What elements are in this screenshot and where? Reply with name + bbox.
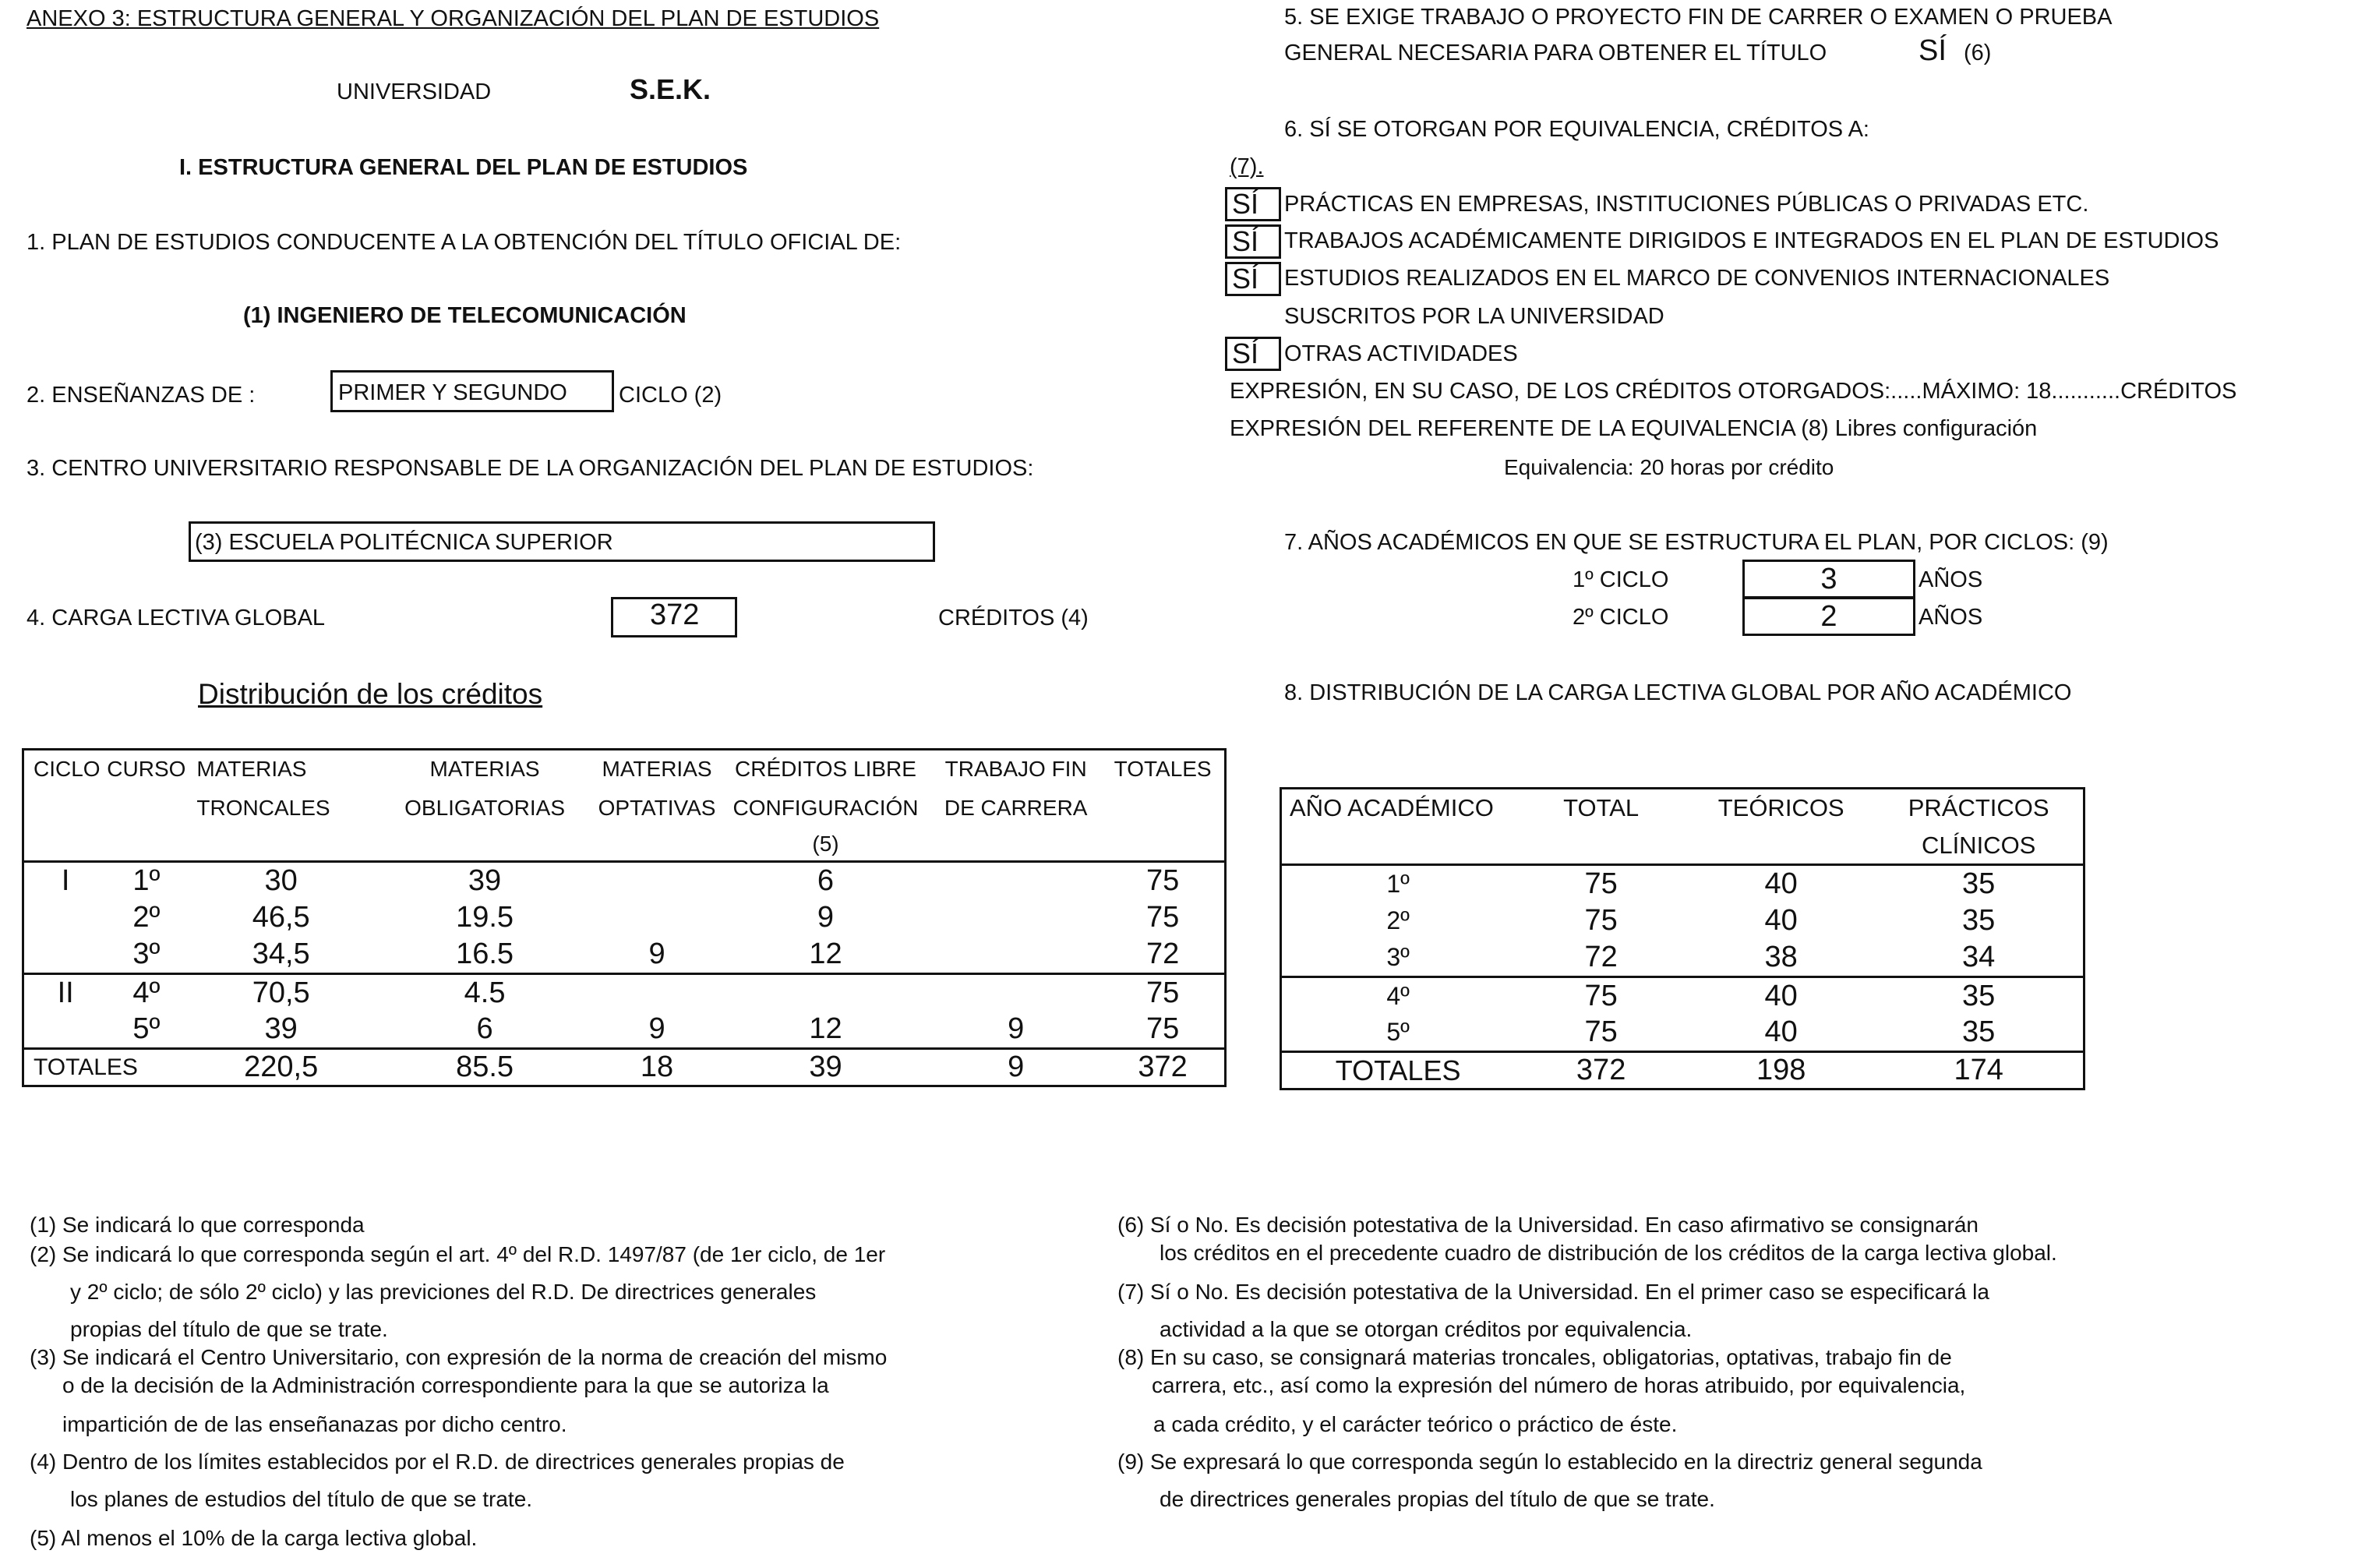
header-clinicos: CLÍNICOS <box>1921 831 2036 859</box>
footnote-1: (1) Se indicará lo que corresponda <box>30 1213 365 1237</box>
item-6-ref: (7). <box>1230 154 1264 179</box>
cell-libre <box>721 974 930 1012</box>
header-libre-3: (5) <box>812 831 839 856</box>
footnote-5: (5) Al menos el 10% de la carga lectiva global. <box>30 1526 478 1550</box>
cell-practicos: 35 <box>1962 979 1996 1012</box>
cell-year: 5º <box>1386 1018 1410 1047</box>
item-5-line-1: 5. SE EXIGE TRABAJO O PROYECTO FIN DE CARRER O EXAMEN O PRUEBA <box>1284 5 2113 30</box>
option-estudios-2: SUSCRITOS POR LA UNIVERSIDAD <box>1284 304 1664 329</box>
cell-curso: 1º <box>132 863 161 897</box>
table-row <box>1281 977 2084 1015</box>
cell-libre: 6 <box>817 863 835 897</box>
cell-troncales: 70,5 <box>252 976 310 1009</box>
total-total: 372 <box>1576 1054 1626 1086</box>
checkbox-otras: SÍ <box>1225 337 1281 371</box>
item-6-title: 6. SÍ SE OTORGAN POR EQUIVALENCIA, CRÉDITOS A: <box>1284 117 1869 142</box>
cell-trabajo-fin <box>930 974 1101 1012</box>
cell-optativas: 9 <box>648 938 665 971</box>
cell-total: 75 <box>1145 976 1180 1009</box>
table-header-row <box>1281 828 2084 865</box>
header-curso: CURSO <box>107 757 186 782</box>
item-5-line-2: GENERAL NECESARIA PARA OBTENER EL TÍTULO <box>1284 41 1827 65</box>
header-totales: TOTALES <box>1114 757 1212 782</box>
footnote-8: (8) En su caso, se consignará materias troncales, obligatorias, optativas, trabajo fin de <box>1117 1345 1952 1369</box>
cycle-1-unit: AÑOS <box>1919 567 1983 592</box>
cell-total: 72 <box>1584 941 1618 974</box>
cell-trabajo-fin <box>930 937 1101 974</box>
cell-trabajo-fin <box>930 862 1101 899</box>
cell-optativas <box>593 899 721 937</box>
header-total: TOTAL <box>1563 794 1640 822</box>
cell-curso: 3º <box>132 938 161 971</box>
header-practicos: PRÁCTICOS <box>1908 794 2049 822</box>
cell-year: 1º <box>1386 869 1410 898</box>
footnote-4: (4) Dentro de los límites establecidos por el R.D. de directrices generales propias de <box>30 1450 845 1474</box>
total-optativas: 18 <box>640 1051 674 1083</box>
cycle-2-years: 2 <box>1742 597 1915 636</box>
cell-obligatorias: 16.5 <box>456 938 514 971</box>
item-8-title: 8. DISTRIBUCIÓN DE LA CARGA LECTIVA GLOBAL POR AÑO ACADÉMICO <box>1284 680 2072 705</box>
header-libre-2: CONFIGURACIÓN <box>732 795 919 820</box>
annex-title: ANEXO 3: ESTRUCTURA GENERAL Y ORGANIZACIÓN DEL PLAN DE ESTUDIOS <box>26 6 880 31</box>
university-name: S.E.K. <box>630 73 711 105</box>
cell-trabajo-fin: 9 <box>1008 1012 1025 1046</box>
footnote-3-cont: o de la decisión de la Administración correspondiente para la que se autoriza la <box>62 1373 829 1397</box>
footnote-4-cont: los planes de estudios del título de que se trate. <box>70 1487 533 1511</box>
option-estudios-1: ESTUDIOS REALIZADOS EN EL MARCO DE CONVENIOS INTERNACIONALES <box>1284 266 2110 291</box>
table-row <box>1281 865 2084 902</box>
item-5-answer: SÍ <box>1919 34 1947 67</box>
credits-distribution-table <box>22 748 1227 1087</box>
header-optativas-2: OPTATIVAS <box>598 795 716 820</box>
footnote-8-cont: carrera, etc., así como la expresión del número de horas atribuido, por equivalencia, <box>1152 1373 1966 1397</box>
cell-total: 75 <box>1145 901 1180 934</box>
header-trabajo-fin-1: TRABAJO FIN <box>944 757 1087 782</box>
cell-curso: 5º <box>132 1012 161 1046</box>
credits-awarded-line: EXPRESIÓN, EN SU CASO, DE LOS CRÉDITOS OTORGADOS:.....MÁXIMO: 18...........CRÉDITOS <box>1230 379 2237 404</box>
academic-year-table <box>1280 787 2085 1090</box>
header-year: AÑO ACADÉMICO <box>1290 794 1494 822</box>
cell-libre: 12 <box>809 938 842 971</box>
cell-year: 4º <box>1386 981 1410 1010</box>
cell-total: 75 <box>1145 1012 1180 1046</box>
item-7-title: 7. AÑOS ACADÉMICOS EN QUE SE ESTRUCTURA EL PLAN, POR CICLOS: (9) <box>1284 530 2109 555</box>
total-libre: 39 <box>809 1051 842 1083</box>
cell-libre: 9 <box>817 901 835 934</box>
cell-troncales: 34,5 <box>252 938 310 971</box>
header-teoricos: TEÓRICOS <box>1717 794 1844 822</box>
distribution-title: Distribución de los créditos <box>198 678 543 710</box>
cell-total: 75 <box>1584 979 1618 1012</box>
cell-trabajo-fin <box>930 899 1101 937</box>
cell-total: 75 <box>1584 867 1618 900</box>
footnote-2: (2) Se indicará lo que corresponda según el art. 4º del R.D. 1497/87 (de 1er ciclo, de 1er <box>30 1242 886 1266</box>
footnote-2-cont: y 2º ciclo; de sólo 2º ciclo) y las previciones del R.D. De directrices generales <box>70 1280 817 1304</box>
footnote-6-cont: los créditos en el precedente cuadro de distribución de los créditos de la carga lectiva global. <box>1160 1241 2057 1265</box>
cell-ciclo: II <box>57 976 74 1009</box>
cell-total: 75 <box>1584 1015 1618 1049</box>
total-practicos: 174 <box>1954 1054 2003 1086</box>
footnote-7: (7) Sí o No. Es decisión potestativa de la Universidad. En el primer caso se especificará la <box>1117 1280 1989 1304</box>
item-5-ref: (6) <box>1964 41 1992 65</box>
cell-ciclo <box>23 899 108 937</box>
cell-year: 3º <box>1386 943 1410 972</box>
cycle-1-years: 3 <box>1742 560 1915 599</box>
total-troncales: 220,5 <box>244 1051 319 1083</box>
cell-practicos: 34 <box>1962 941 1996 974</box>
table-row <box>1281 1015 2084 1052</box>
centre-name: (3) ESCUELA POLITÉCNICA SUPERIOR <box>195 530 613 555</box>
item-4-label: 4. CARGA LECTIVA GLOBAL <box>26 606 326 630</box>
footnote-3-cont: impartición de de las enseñanazas por dicho centro. <box>62 1412 567 1436</box>
cell-troncales: 46,5 <box>252 901 310 934</box>
cell-curso: 4º <box>132 976 161 1009</box>
cell-libre: 12 <box>809 1012 842 1046</box>
cycle-2-unit: AÑOS <box>1919 605 1983 630</box>
cell-obligatorias: 19.5 <box>456 901 514 934</box>
item-1-plan: 1. PLAN DE ESTUDIOS CONDUCENTE A LA OBTENCIÓN DEL TÍTULO OFICIAL DE: <box>26 230 902 255</box>
cell-total: 72 <box>1145 938 1180 971</box>
header-troncales-2: TRONCALES <box>196 795 330 820</box>
cell-practicos: 35 <box>1962 867 1996 900</box>
table-row <box>23 974 1226 1012</box>
header-troncales-1: MATERIAS <box>196 757 307 782</box>
cell-total: 75 <box>1584 904 1618 937</box>
footnote-8-cont: a cada crédito, y el carácter teórico o práctico de éste. <box>1153 1412 1678 1436</box>
totals-label: TOTALES <box>34 1054 138 1080</box>
cell-teoricos: 40 <box>1764 904 1798 937</box>
cell-obligatorias: 39 <box>468 863 502 897</box>
header-obligatorias-2: OBLIGATORIAS <box>404 795 566 820</box>
table-row <box>23 1012 1226 1049</box>
totals-label: TOTALES <box>1335 1054 1461 1086</box>
checkbox-practicas: SÍ <box>1225 187 1281 221</box>
cycle-1-label: 1º CICLO <box>1573 567 1669 592</box>
footnote-6: (6) Sí o No. Es decisión potestativa de la Universidad. En caso afirmativo se consignarán <box>1117 1213 1979 1237</box>
option-practicas: PRÁCTICAS EN EMPRESAS, INSTITUCIONES PÚBLICAS O PRIVADAS ETC. <box>1284 192 2089 217</box>
table-row <box>1281 940 2084 977</box>
cell-optativas: 9 <box>648 1012 665 1046</box>
cell-ciclo: I <box>61 863 70 897</box>
cell-year: 2º <box>1386 906 1410 934</box>
item-2-value: PRIMER Y SEGUNDO <box>338 380 567 405</box>
degree-title: (1) INGENIERO DE TELECOMUNICACIÓN <box>243 303 687 328</box>
section-title: I. ESTRUCTURA GENERAL DEL PLAN DE ESTUDIOS <box>179 155 748 180</box>
header-libre-1: CRÉDITOS LIBRE <box>735 757 916 782</box>
cell-total: 75 <box>1145 863 1180 897</box>
cell-curso: 2º <box>132 901 161 934</box>
table-row <box>1281 902 2084 940</box>
table-row <box>23 937 1226 974</box>
item-4-suffix: CRÉDITOS (4) <box>938 606 1089 630</box>
footnote-2-cont: propias del título de que se trate. <box>70 1317 388 1341</box>
footnote-9: (9) Se expresará lo que corresponda según lo establecido en la directriz general segunda <box>1117 1450 1982 1474</box>
cell-optativas <box>593 974 721 1012</box>
total-global: 372 <box>1138 1051 1188 1083</box>
option-otras: OTRAS ACTIVIDADES <box>1284 341 1518 366</box>
header-obligatorias-1: MATERIAS <box>429 757 540 782</box>
cell-practicos: 35 <box>1962 904 1996 937</box>
cell-teoricos: 40 <box>1764 867 1798 900</box>
table-row <box>23 899 1226 937</box>
cell-ciclo <box>23 1012 108 1049</box>
item-2-suffix: CICLO (2) <box>619 383 722 408</box>
checkbox-estudios: SÍ <box>1225 262 1281 296</box>
total-teoricos: 198 <box>1756 1054 1806 1086</box>
cell-teoricos: 40 <box>1764 979 1798 1012</box>
option-trabajos: TRABAJOS ACADÉMICAMENTE DIRIGIDOS E INTEGRADOS EN EL PLAN DE ESTUDIOS <box>1284 228 2219 253</box>
footnote-9-cont: de directrices generales propias del título de que se trate. <box>1160 1487 1715 1511</box>
table-header-row <box>1281 789 2084 828</box>
footnote-7-cont: actividad a la que se otorgan créditos por equivalencia. <box>1160 1317 1693 1341</box>
table-header-row <box>23 789 1226 828</box>
total-obligatorias: 85.5 <box>456 1051 514 1083</box>
cell-ciclo <box>23 937 108 974</box>
cycle-2-label: 2º CICLO <box>1573 605 1669 630</box>
total-trabajo-fin: 9 <box>1008 1051 1025 1083</box>
cell-obligatorias: 4.5 <box>464 976 506 1009</box>
cell-troncales: 39 <box>264 1012 298 1046</box>
equivalence-hours: Equivalencia: 20 horas por crédito <box>1504 455 1834 479</box>
table-totals-row <box>1281 1052 2084 1089</box>
table-totals-row <box>23 1049 1226 1086</box>
header-optativas-1: MATERIAS <box>602 757 712 782</box>
footnote-3: (3) Se indicará el Centro Universitario, con expresión de la norma de creación del mismo <box>30 1345 888 1369</box>
cell-obligatorias: 6 <box>476 1012 493 1046</box>
table-header-row <box>23 828 1226 862</box>
checkbox-trabajos: SÍ <box>1225 224 1281 259</box>
cell-optativas <box>593 862 721 899</box>
header-trabajo-fin-2: DE CARRERA <box>944 795 1088 820</box>
header-ciclo: CICLO <box>34 757 101 782</box>
university-label: UNIVERSIDAD <box>337 79 492 104</box>
equivalence-referent-line: EXPRESIÓN DEL REFERENTE DE LA EQUIVALENCIA (8) Libres configuración <box>1230 416 2038 441</box>
item-2-label: 2. ENSEÑANZAS DE : <box>26 383 256 408</box>
cell-practicos: 35 <box>1962 1015 1996 1049</box>
table-row <box>23 862 1226 899</box>
table-header-row <box>23 750 1226 789</box>
item-3-centre: 3. CENTRO UNIVERSITARIO RESPONSABLE DE LA ORGANIZACIÓN DEL PLAN DE ESTUDIOS: <box>26 456 1034 481</box>
cell-teoricos: 38 <box>1764 941 1798 974</box>
cell-teoricos: 40 <box>1764 1015 1798 1049</box>
item-4-value: 372 <box>650 599 700 631</box>
cell-troncales: 30 <box>264 863 298 897</box>
